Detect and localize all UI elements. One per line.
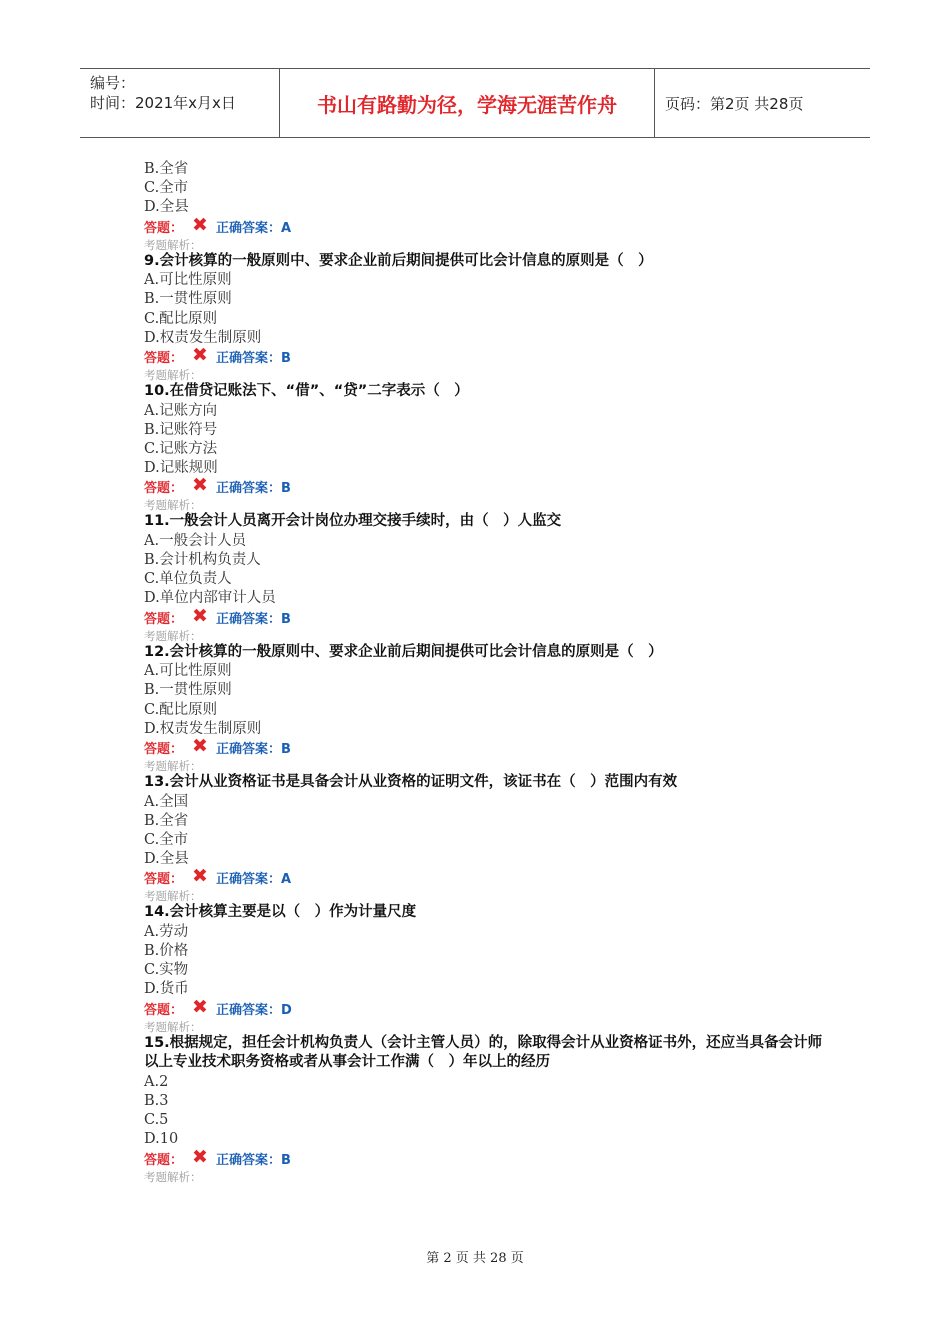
answer-row [144, 474, 824, 499]
answer-row [144, 604, 824, 630]
option-item: B.记账符号 [144, 421, 218, 438]
analysis-label: 考题解析： [144, 889, 202, 904]
analysis-label: 考题解析： [144, 1169, 202, 1184]
answer-row [144, 734, 824, 760]
header-page-code: 页码：第2页 共28页 [665, 94, 804, 113]
wrong-mark-icon: ✖ [192, 995, 208, 1018]
wrong-mark-icon: ✖ [192, 213, 208, 236]
answer-row [144, 995, 824, 1021]
option-item: C.实物 [144, 962, 189, 979]
question-text: 15.根据规定，担任会计机构负责人（会计主管人员）的，除取得会计从业资格证书外，还应当具备会计师以上专业技术职务资格或者从事会计工作满（ ）年以上的经历 [144, 1034, 823, 1071]
wrong-mark-icon: ✖ [192, 734, 208, 757]
header-motto: 书山有路勤为径，学海无涯苦作舟 [280, 69, 655, 137]
question-list [144, 160, 824, 1184]
answer-row [144, 213, 824, 239]
option-item: B.会计机构负责人 [144, 552, 261, 569]
question-text: 9.会计核算的一般原则中、要求企业前后期间提供可比会计信息的原则是（ ） [144, 252, 653, 269]
answer-label: 答题： [144, 220, 184, 236]
header-meta [80, 69, 280, 137]
answer-label: 答题： [144, 1152, 184, 1168]
correct-answer-value: B [281, 1152, 291, 1168]
correct-answer-value: B [281, 611, 291, 627]
wrong-mark-icon: ✖ [192, 343, 208, 366]
option-item: C.全市 [144, 831, 189, 848]
option-item: C.记账方法 [144, 440, 218, 457]
answer-label: 答题： [144, 1002, 184, 1018]
question-text: 14.会计核算主要是以（ ）作为计量尺度 [144, 904, 417, 921]
question-block [144, 1034, 824, 1184]
correct-answer-label: 正确答案： [216, 611, 282, 627]
option-item: A.一般会计人员 [144, 532, 247, 549]
time-label: 时间：2021年x月x日 [90, 94, 236, 112]
option-item: B.全省 [144, 161, 189, 177]
option-item: A.2 [144, 1073, 169, 1090]
question-text: 11.一般会计人员离开会计岗位办理交接手续时，由（ ）人监交 [144, 513, 562, 530]
option-item: D.全县 [144, 851, 189, 868]
analysis-label: 考题解析： [144, 1019, 202, 1034]
question-block [144, 903, 824, 1033]
option-item: D.货币 [144, 981, 189, 998]
option-item: A.劳动 [144, 923, 189, 940]
answer-row [144, 343, 824, 369]
correct-answer-value: A [281, 220, 292, 236]
question-block-continued [144, 160, 824, 252]
question-text: 13.会计从业资格证书是具备会计从业资格的证明文件，该证书在（ ）范围内有效 [144, 773, 678, 790]
code-label: 编号： [90, 74, 136, 92]
correct-answer-label: 正确答案： [216, 741, 282, 757]
wrong-mark-icon: ✖ [192, 474, 208, 497]
answer-label: 答题： [144, 872, 184, 888]
option-item: D.10 [144, 1131, 179, 1148]
analysis-label: 考题解析： [144, 237, 202, 252]
option-item: C.5 [144, 1112, 169, 1129]
answer-row [144, 1145, 824, 1171]
option-item: B.全省 [144, 812, 189, 829]
option-item: A.全国 [144, 793, 189, 810]
answer-label: 答题： [144, 611, 184, 627]
correct-answer-value: B [281, 481, 291, 497]
option-item: D.全县 [144, 199, 189, 216]
answer-row [144, 865, 824, 890]
answer-label: 答题： [144, 350, 184, 366]
option-item: D.权责发生制原则 [144, 329, 262, 346]
option-item: A.可比性原则 [144, 663, 232, 680]
correct-answer-value: B [281, 741, 291, 757]
correct-answer-label: 正确答案： [216, 872, 282, 888]
correct-answer-label: 正确答案： [216, 220, 282, 236]
option-item: C.配比原则 [144, 701, 218, 718]
page-footer: 第 2 页 共 28 页 [426, 1251, 524, 1266]
analysis-label: 考题解析： [144, 367, 202, 382]
option-item: C.配比原则 [144, 310, 218, 327]
question-block [144, 773, 824, 903]
page-header [80, 68, 870, 138]
wrong-mark-icon: ✖ [192, 1145, 208, 1168]
option-item: D.单位内部审计人员 [144, 590, 276, 607]
option-item: C.全市 [144, 180, 189, 197]
question-text: 10.在借贷记账法下、“借”、“贷”二字表示（ ） [144, 382, 469, 399]
question-text: 12.会计核算的一般原则中、要求企业前后期间提供可比会计信息的原则是（ ） [144, 643, 663, 660]
wrong-mark-icon: ✖ [192, 604, 208, 627]
question-block [144, 252, 824, 382]
correct-answer-value: A [281, 872, 292, 888]
analysis-label: 考题解析： [144, 498, 202, 513]
option-item: D.记账规则 [144, 460, 218, 477]
correct-answer-value: D [281, 1002, 292, 1018]
option-item: B.价格 [144, 943, 189, 960]
option-item: A.可比性原则 [144, 272, 232, 289]
correct-answer-label: 正确答案： [216, 1152, 282, 1168]
option-item: D.权责发生制原则 [144, 720, 262, 737]
option-item: B.一贯性原则 [144, 291, 232, 308]
option-item: A.记账方向 [144, 402, 218, 419]
question-block [144, 382, 824, 512]
answer-label: 答题： [144, 481, 184, 497]
option-item: C.单位负责人 [144, 571, 232, 588]
analysis-label: 考题解析： [144, 758, 202, 773]
correct-answer-label: 正确答案： [216, 1002, 282, 1018]
analysis-label: 考题解析： [144, 628, 202, 643]
correct-answer-label: 正确答案： [216, 350, 282, 366]
correct-answer-value: B [281, 350, 291, 366]
correct-answer-label: 正确答案： [216, 481, 282, 497]
question-block [144, 512, 824, 642]
wrong-mark-icon: ✖ [192, 865, 208, 888]
option-item: B.一贯性原则 [144, 682, 232, 699]
answer-label: 答题： [144, 741, 184, 757]
question-block [144, 643, 824, 773]
option-item: B.3 [144, 1093, 169, 1109]
